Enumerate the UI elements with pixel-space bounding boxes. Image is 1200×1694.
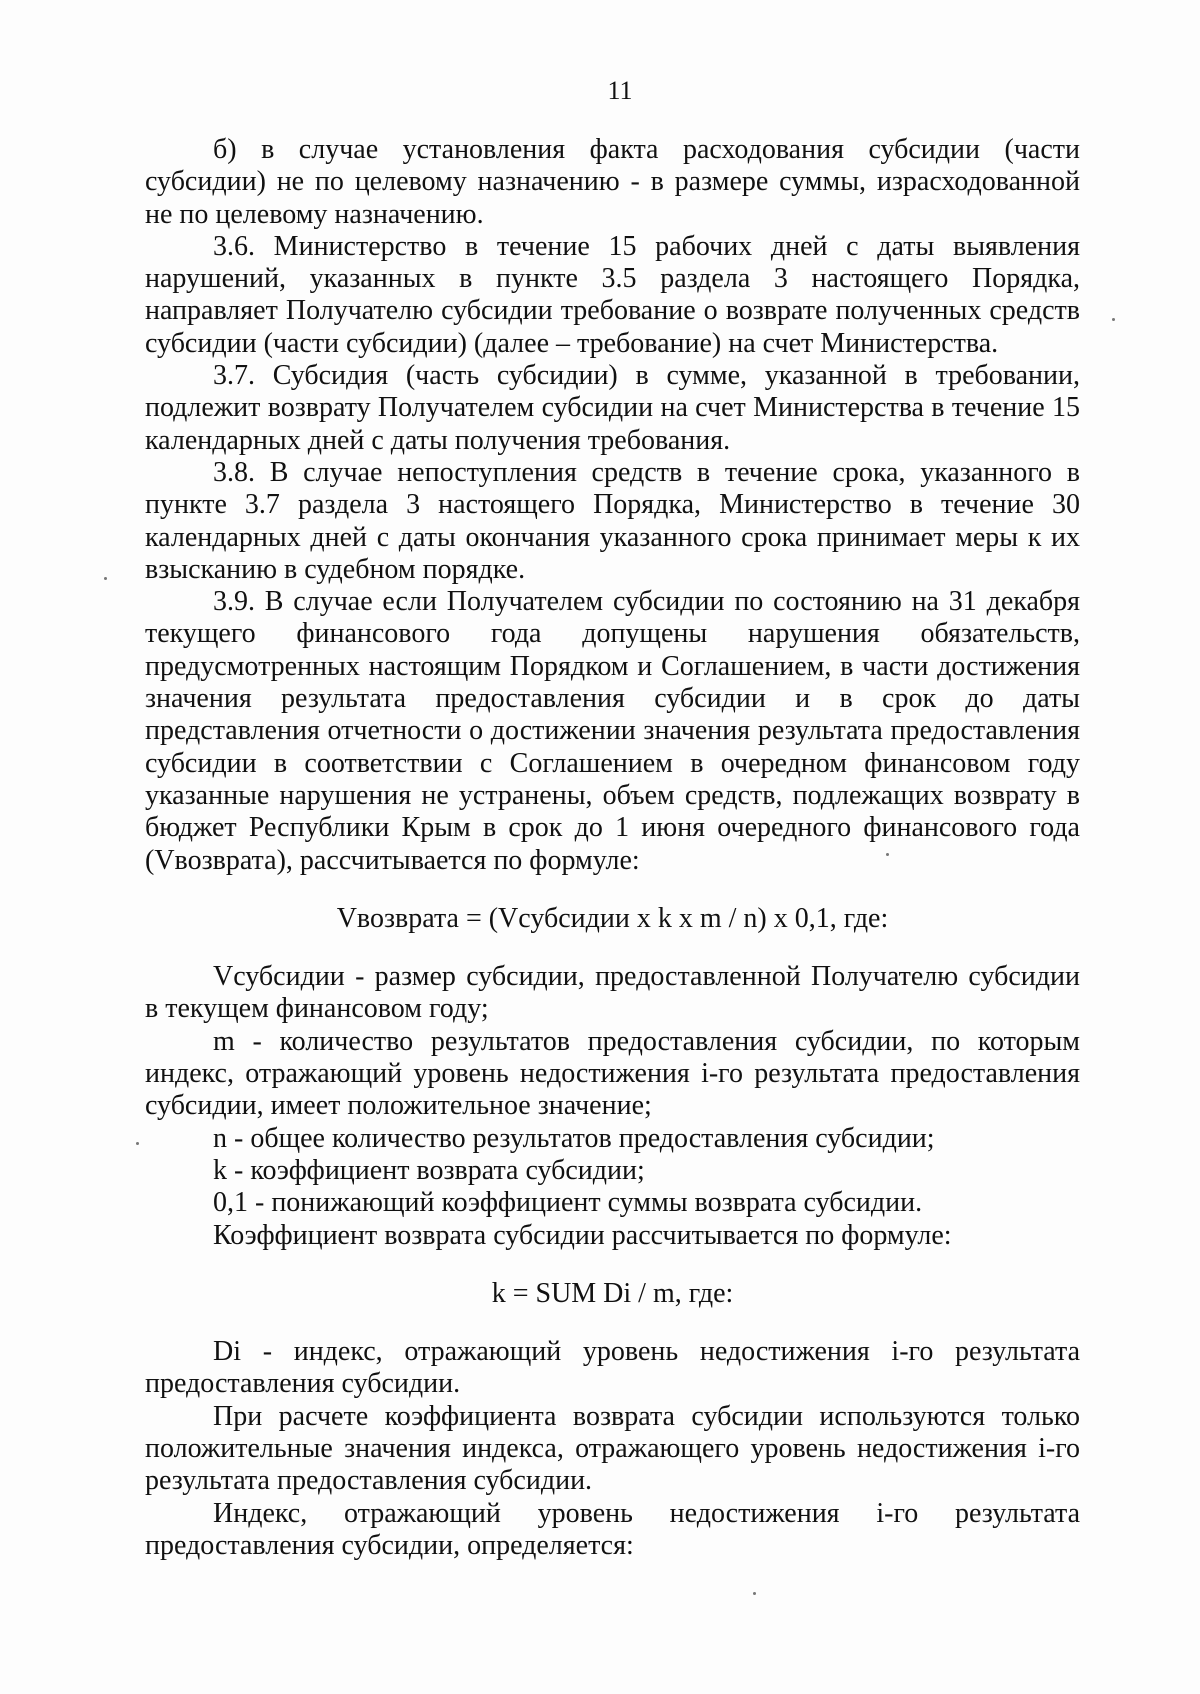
definition-v-subsidy: Vсубсидии - размер субсидии, предоставленной Получателю субсидии в текущем финансовом году; — [145, 961, 1080, 1025]
paragraph-3-9: 3.9. В случае если Получателем субсидии по состоянию на 31 декабря текущего финансового года допущены нарушения обязательств, предусмотренных настоящим Порядком и Соглашением, в части достижения значения результата предоставления субсидии и в срок до даты представления отчетности о достижении значения результата предоставления субсидии в соответствии с Соглашением в очередном финансовом году указанные нарушения не устранены, объем средств, подлежащих возврату в бюджет Республики Крым в срок до 1 июня очередного финансового года (Vвозврата), рассчитывается по формуле: — [145, 586, 1080, 876]
formula-refund-volume: Vвозврата = (Vсубсидии x k x m / n) x 0,1, где: — [336, 902, 889, 934]
scan-speck — [104, 577, 107, 580]
scan-speck — [1112, 318, 1115, 321]
paragraph-3-7: 3.7. Субсидия (часть субсидии) в сумме, указанной в требовании, подлежит возврату Получателем субсидии на счет Министерства в течение 15 календарных дней с даты получения требования. — [145, 360, 1080, 456]
document-body — [145, 134, 1080, 1562]
scan-speck — [886, 853, 889, 856]
paragraph-3-6: 3.6. Министерство в течение 15 рабочих дней с даты выявления нарушений, указанных в пункте 3.5 раздела 3 настоящего Порядка, направляет Получателю субсидии требование о возврате полученных средств субсидии (части субсидии) (далее – требование) на счет Министерства. — [145, 230, 1080, 359]
formula-coefficient: k = SUM Di / m, где: — [491, 1277, 734, 1309]
page-number: 11 — [607, 76, 633, 105]
definition-di: Di - индекс, отражающий уровень недостижения i-го результата предоставления субсидии. — [145, 1336, 1080, 1400]
paragraph-positive-values: При расчете коэффициента возврата субсидии используются только положительные значения индекса, отражающего уровень недостижения i-го результата предоставления субсидии. — [145, 1400, 1080, 1497]
definition-reduction-coefficient: 0,1 - понижающий коэффициент суммы возврата субсидии. — [213, 1187, 923, 1219]
definition-n: n - общее количество результатов предоставления субсидии; — [213, 1122, 935, 1154]
paragraph-index-definition: Индекс, отражающий уровень недостижения i-го результата предоставления субсидии, определяется: — [145, 1497, 1080, 1561]
definition-m: m - количество результатов предоставления субсидии, по которым индекс, отражающий уровень недостижения i-го результата предоставления субсидии, имеет положительное значение; — [145, 1025, 1080, 1122]
paragraph-refund-misuse: б) в случае установления факта расходования субсидии (части субсидии) не по целевому назначению - в размере суммы, израсходованной не по целевому назначению. — [145, 134, 1080, 230]
scan-speck — [136, 1142, 139, 1145]
definition-k: k - коэффициент возврата субсидии; — [213, 1154, 645, 1186]
paragraph-coefficient-intro: Коэффициент возврата субсидии рассчитывается по формуле: — [213, 1219, 952, 1251]
paragraph-3-8: 3.8. В случае непоступления средств в течение срока, указанного в пункте 3.7 раздела 3 настоящего Порядка, Министерство в течение 30 календарных дней с даты окончания указанного срока принимает меры к их взысканию в судебном порядке. — [145, 456, 1080, 585]
scan-speck — [753, 1592, 756, 1595]
